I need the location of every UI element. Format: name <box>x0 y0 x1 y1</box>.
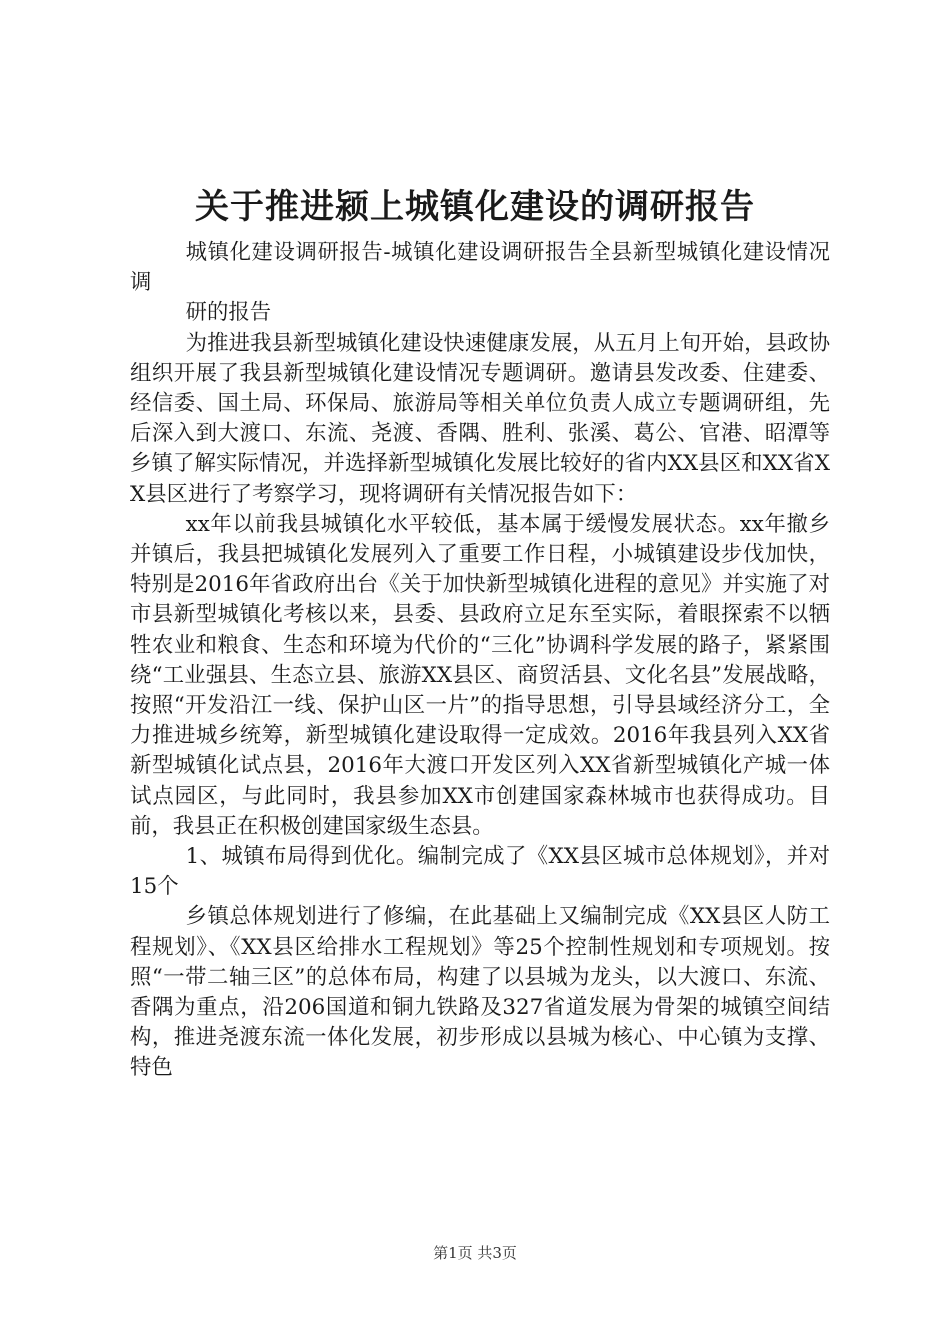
document-body <box>130 238 830 1084</box>
paragraph: xx年以前我县城镇化水平较低，基本属于缓慢发展状态。xx年撤乡并镇后，我县把城镇化发展列入了重要工作日程，小城镇建设步伐加快，特别是2016年省政府出台《关于加快新型城镇化进程的意见》并实施了对市县新型城镇化考核以来，县委、县政府立足东至实际，着眼探索不以牺牲农业和粮食、生态和环境为代价的“三化”协调科学发展的路子，紧紧围绕“工业强县、生态立县、旅游XX县区、商贸活县、文化名县”发展战略，按照“开发沿江一线、保护山区一片”的指导思想，引导县域经济分工，全力推进城乡统筹，新型城镇化建设取得一定成效。2016年我县列入XX省新型城镇化试点县，2016年大渡口开发区列入XX省新型城镇化产城一体试点园区，与此同时，我县参加XX市创建国家森林城市也获得成功。目前，我县正在积极创建国家级生态县。 <box>130 511 830 839</box>
paragraph: 为推进我县新型城镇化建设快速健康发展，从五月上旬开始，县政协组织开展了我县新型城镇化建设情况专题调研。邀请县发改委、住建委、经信委、国土局、环保局、旅游局等相关单位负责人成立专题调研组，先后深入到大渡口、东流、尧渡、香隅、胜利、张溪、葛公、官港、昭潭等乡镇了解实际情况，并选择新型城镇化发展比较好的省内XX县区和XX省XX县区进行了考察学习，现将调研有关情况报告如下： <box>130 330 830 507</box>
paragraph: 研的报告 <box>185 300 272 326</box>
paragraph: 1、城镇布局得到优化。编制完成了《XX县区城市总体规划》，并对15个 <box>130 844 830 900</box>
document-title: 关于推进颍上城镇化建设的调研报告 <box>195 187 755 227</box>
page-number-footer: 第1页 共3页 <box>433 1244 517 1262</box>
paragraph: 乡镇总体规划进行了修编，在此基础上又编制完成《XX县区人防工程规划》、《XX县区给排水工程规划》等25个控制性规划和专项规划。按照“一带二轴三区”的总体布局，构建了以县城为龙头，以大渡口、东流、香隅为重点，沿206国道和铜九铁路及327省道发展为骨架的城镇空间结构，推进尧渡东流一体化发展，初步形成以县城为核心、中心镇为支撑、特色 <box>130 904 830 1081</box>
paragraph: 城镇化建设调研报告-城镇化建设调研报告全县新型城镇化建设情况调 <box>130 240 830 296</box>
